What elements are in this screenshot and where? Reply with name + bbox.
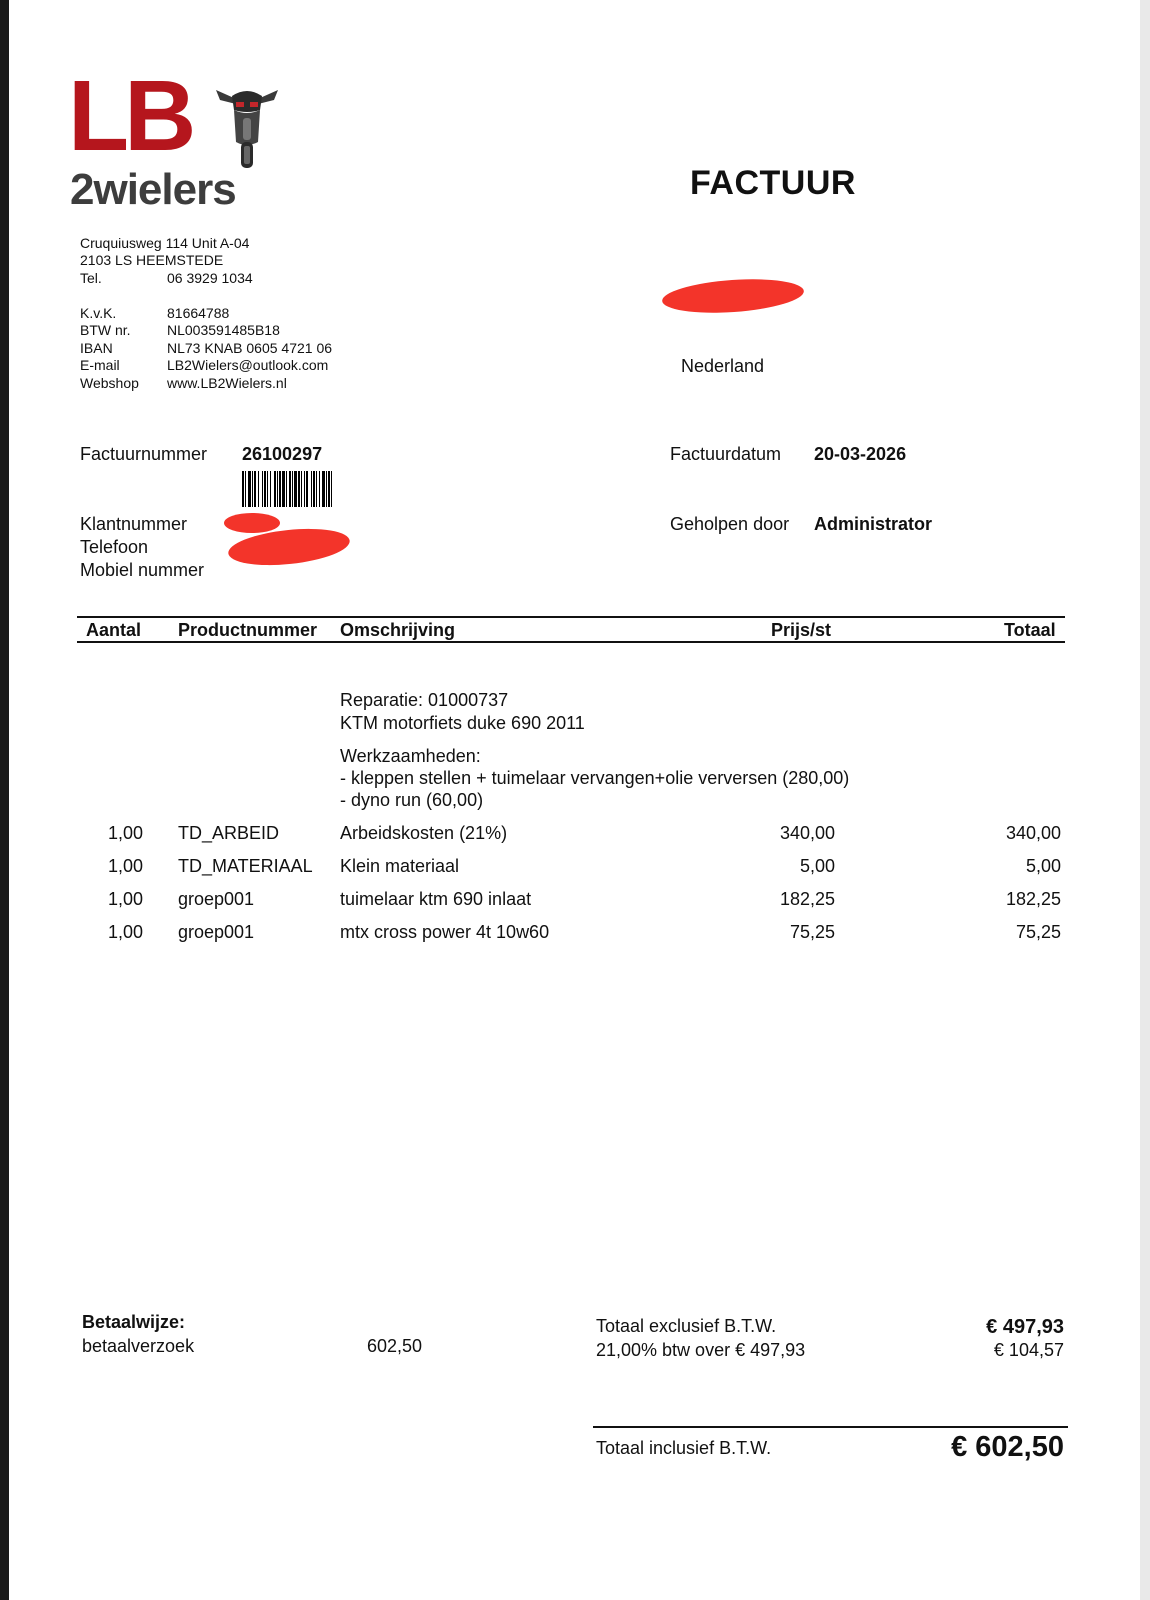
column-header-qty: Aantal — [86, 620, 142, 640]
row-total: 340,00 — [1005, 823, 1061, 843]
redaction-mark-customer-name — [661, 275, 805, 317]
company-address-line2: 2103 LS HEEMSTEDE — [80, 252, 224, 268]
total-incl-value: € 602,50 — [951, 1431, 1064, 1463]
mobile-label: Mobiel nummer — [80, 560, 205, 580]
row-description: mtx cross power 4t 10w60 — [340, 922, 550, 942]
row-product: TD_ARBEID — [178, 823, 280, 843]
total-incl-label: Totaal inclusief B.T.W. — [596, 1438, 772, 1458]
vehicle-description: KTM motorfiets duke 690 2011 — [340, 713, 585, 733]
company-kvk-value: 81664788 — [167, 305, 230, 321]
company-info-label: K.v.K. — [80, 305, 117, 321]
payment-amount: 602,50 — [367, 1336, 423, 1356]
company-webshop-value: www.LB2Wielers.nl — [167, 375, 287, 391]
logo-main-text: LB — [68, 60, 192, 172]
row-total: 75,25 — [1015, 922, 1061, 942]
page-edge-left — [0, 0, 9, 1600]
row-qty: 1,00 — [108, 922, 144, 942]
row-unit-price: 182,25 — [779, 889, 835, 909]
company-info-label: BTW nr. — [80, 322, 131, 338]
phone-label: Telefoon — [80, 537, 149, 557]
row-qty: 1,00 — [108, 856, 144, 876]
redaction-mark-customer-number — [224, 513, 280, 533]
row-product: groep001 — [178, 922, 255, 942]
logo-sub-text: 2wielers — [70, 165, 236, 214]
work-item: - kleppen stellen + tuimelaar vervangen+olie verversen (280,00) — [340, 768, 850, 788]
vat-value: € 104,57 — [993, 1340, 1064, 1360]
column-header-product: Productnummer — [178, 620, 318, 640]
helped-by-label: Geholpen door — [670, 514, 790, 534]
column-header-description: Omschrijving — [340, 620, 456, 640]
company-info-label: Tel. — [80, 270, 102, 286]
invoice-date-label: Factuurdatum — [670, 444, 782, 464]
row-qty: 1,00 — [108, 823, 144, 843]
company-phone-value: 06 3929 1034 — [167, 270, 253, 286]
customer-country: Nederland — [681, 356, 765, 376]
barcode — [242, 471, 404, 507]
total-excl-label: Totaal exclusief B.T.W. — [596, 1316, 777, 1336]
company-info-label: Webshop — [80, 375, 139, 391]
customer-number-label: Klantnummer — [80, 514, 188, 534]
vat-label: 21,00% btw over € 497,93 — [596, 1340, 806, 1360]
work-heading: Werkzaamheden: — [340, 746, 481, 766]
table-header-top-rule — [77, 616, 1065, 618]
row-total: 182,25 — [1005, 889, 1061, 909]
company-address-line1: Cruquiusweg 114 Unit A-04 — [80, 235, 250, 251]
row-qty: 1,00 — [108, 889, 144, 909]
company-iban-value: NL73 KNAB 0605 4721 06 — [167, 340, 333, 356]
company-info-label: IBAN — [80, 340, 113, 356]
row-unit-price: 75,25 — [789, 922, 835, 942]
column-header-total: Totaal — [1004, 620, 1056, 640]
row-description: Klein materiaal — [340, 856, 460, 876]
row-unit-price: 340,00 — [779, 823, 835, 843]
work-item: - dyno run (60,00) — [340, 790, 484, 810]
row-description: tuimelaar ktm 690 inlaat — [340, 889, 532, 909]
payment-method: betaalverzoek — [82, 1336, 195, 1356]
document-title: FACTUUR — [690, 164, 856, 202]
table-header-bottom-rule — [77, 641, 1065, 643]
page-edge-right — [1140, 0, 1150, 1600]
grand-total-rule — [593, 1426, 1068, 1428]
row-description: Arbeidskosten (21%) — [340, 823, 508, 843]
row-total: 5,00 — [1025, 856, 1061, 876]
payment-method-label: Betaalwijze: — [82, 1312, 186, 1332]
invoice-number: 26100297 — [242, 444, 323, 464]
company-info-label: E-mail — [80, 357, 120, 373]
company-vat-value: NL003591485B18 — [167, 322, 280, 338]
company-email-value: LB2Wielers@outlook.com — [167, 357, 329, 373]
invoice-date: 20-03-2026 — [814, 444, 907, 464]
motorcycle-icon — [214, 84, 280, 170]
column-header-unit-price: Prijs/st — [771, 620, 832, 640]
invoice-number-label: Factuurnummer — [80, 444, 208, 464]
total-excl-value: € 497,93 — [986, 1316, 1064, 1338]
repair-number: Reparatie: 01000737 — [340, 690, 509, 710]
row-product: groep001 — [178, 889, 255, 909]
row-unit-price: 5,00 — [799, 856, 835, 876]
row-product: TD_MATERIAAL — [178, 856, 313, 876]
helped-by-value: Administrator — [814, 514, 933, 534]
